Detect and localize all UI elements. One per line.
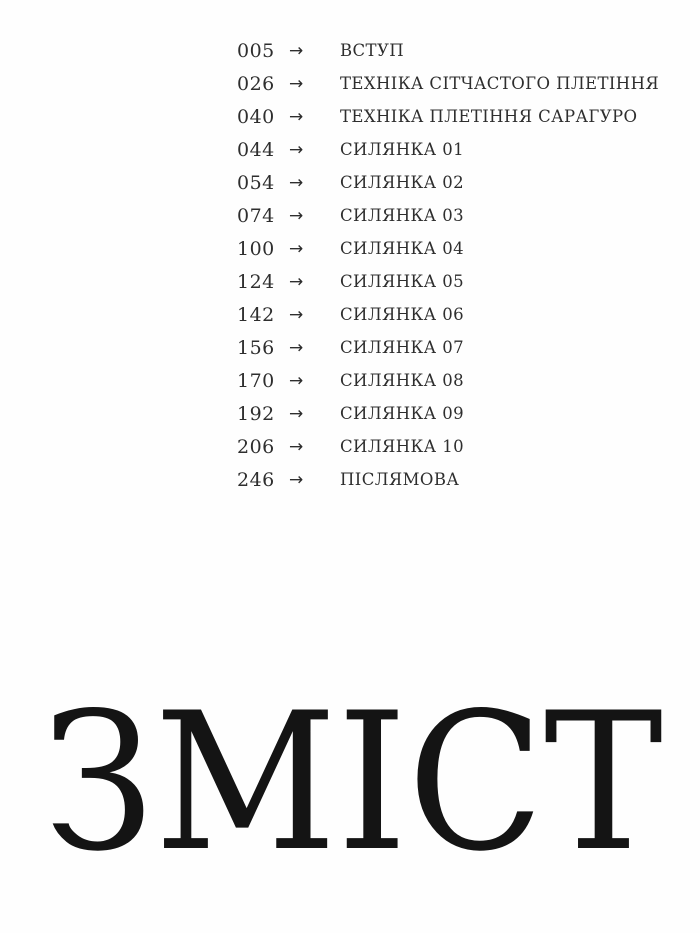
toc-entry-title: ВСТУП (340, 41, 405, 60)
toc-entry[interactable] (237, 331, 659, 364)
toc-entry[interactable] (237, 100, 659, 133)
toc-entry-title: СИЛЯНКА 05 (340, 272, 465, 291)
right-arrow-icon: → (289, 271, 304, 292)
right-arrow-icon: → (289, 238, 304, 259)
toc-page-number: 142 (237, 303, 275, 326)
toc-entry[interactable] (237, 67, 659, 100)
toc-page-number: 044 (237, 138, 275, 161)
toc-entry[interactable] (237, 397, 659, 430)
toc-page-number: 026 (237, 72, 275, 95)
toc-entry-title: СИЛЯНКА 03 (340, 206, 465, 225)
toc-entry[interactable] (237, 34, 659, 67)
right-arrow-icon: → (289, 370, 304, 391)
right-arrow-icon: → (289, 403, 304, 424)
right-arrow-icon: → (289, 337, 304, 358)
right-arrow-icon: → (289, 436, 304, 457)
right-arrow-icon: → (289, 304, 304, 325)
toc-list (237, 34, 659, 496)
toc-entry[interactable] (237, 232, 659, 265)
toc-page-number: 170 (237, 369, 275, 392)
right-arrow-icon: → (289, 40, 304, 61)
toc-entry-title: СИЛЯНКА 04 (340, 239, 465, 258)
toc-entry[interactable] (237, 364, 659, 397)
toc-page-number: 074 (237, 204, 275, 227)
right-arrow-icon: → (289, 469, 304, 490)
right-arrow-icon: → (289, 73, 304, 94)
toc-page-number: 206 (237, 435, 275, 458)
right-arrow-icon: → (289, 172, 304, 193)
toc-entry-title: СИЛЯНКА 09 (340, 404, 465, 423)
toc-page-number: 054 (237, 171, 275, 194)
toc-page-number: 246 (237, 468, 275, 491)
toc-entry-title: ТЕХНІКА ПЛЕТІННЯ САРАГУРО (340, 107, 638, 126)
toc-page-number: 156 (237, 336, 275, 359)
toc-entry[interactable] (237, 199, 659, 232)
right-arrow-icon: → (289, 106, 304, 127)
toc-entry-title: ПІСЛЯМОВА (340, 470, 460, 489)
contents-title-text: ЗМІСТ (43, 690, 663, 870)
toc-page-number: 100 (237, 237, 275, 260)
toc-entry[interactable] (237, 463, 659, 496)
toc-entry[interactable] (237, 133, 659, 166)
toc-entry-title: СИЛЯНКА 06 (340, 305, 465, 324)
toc-page-number: 040 (237, 105, 275, 128)
toc-entry[interactable] (237, 166, 659, 199)
toc-entry[interactable] (237, 265, 659, 298)
toc-entry-title: СИЛЯНКА 01 (340, 140, 465, 159)
toc-entry-title: СИЛЯНКА 08 (340, 371, 465, 390)
toc-entry-title: ТЕХНІКА СІТЧАСТОГО ПЛЕТІННЯ (340, 74, 660, 93)
toc-entry-title: СИЛЯНКА 10 (340, 437, 465, 456)
toc-entry-title: СИЛЯНКА 07 (340, 338, 465, 357)
contents-display-title (0, 690, 700, 870)
toc-entry[interactable] (237, 430, 659, 463)
toc-page-number: 005 (237, 39, 275, 62)
toc-page-number: 124 (237, 270, 275, 293)
right-arrow-icon: → (289, 205, 304, 226)
toc-entry-title: СИЛЯНКА 02 (340, 173, 465, 192)
toc-page-number: 192 (237, 402, 275, 425)
toc-entry[interactable] (237, 298, 659, 331)
right-arrow-icon: → (289, 139, 304, 160)
